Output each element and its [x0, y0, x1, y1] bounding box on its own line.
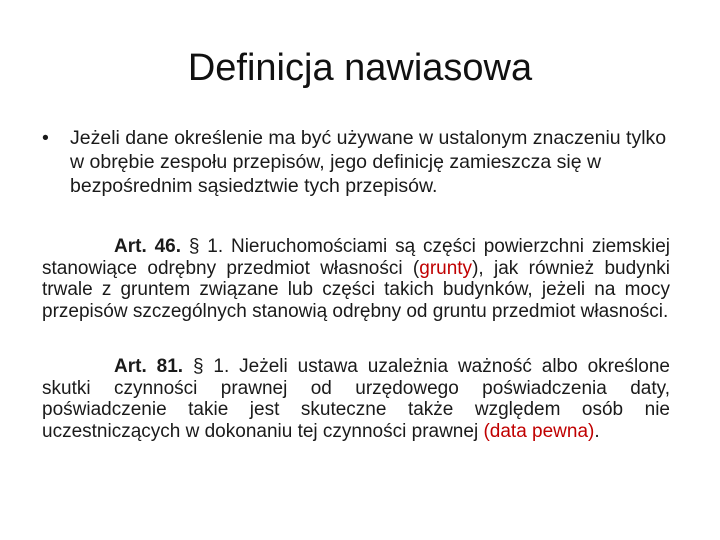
article-text: § 1. Jeżeli ustawa uzależnia ważność albo określone skutki czynności prawnej od urzędowego poświadczenia daty, poświadczenie takie jest skuteczne także względem osób nie uczestniczących w dokonaniu tej czynności prawnej [42, 356, 670, 442]
article-ref: Art. 81. [114, 356, 184, 377]
highlighted-term: grunty [419, 257, 473, 279]
article-81-paragraph [42, 356, 670, 442]
bullet-text: Jeżeli dane określenie ma być używane w ustalonym znaczeniu tylko w obrębie zespołu przepisów, jego definicję zamieszcza się w bezpośrednim sąsiedztwie tych przepisów. [70, 127, 667, 197]
article-text: . [594, 420, 600, 442]
bullet-item [42, 126, 682, 198]
article-text: ), jak również budynki trwale z gruntem związane lub części takich budynków, jeżeli na mocy przepisów szczególnych stanowią odrębny od gruntu przedmiot własności. [42, 257, 670, 322]
highlighted-term: (data pewna) [483, 420, 595, 442]
article-ref: Art. 46. [114, 236, 181, 257]
bullet-icon: • [42, 127, 49, 149]
slide-title: Definicja nawiasowa [187, 47, 533, 89]
article-text: § 1. Nieruchomościami są części powierzchni ziemskiej stanowiące odrębny przedmiot własności ( [42, 236, 670, 279]
article-46-paragraph [42, 236, 670, 322]
